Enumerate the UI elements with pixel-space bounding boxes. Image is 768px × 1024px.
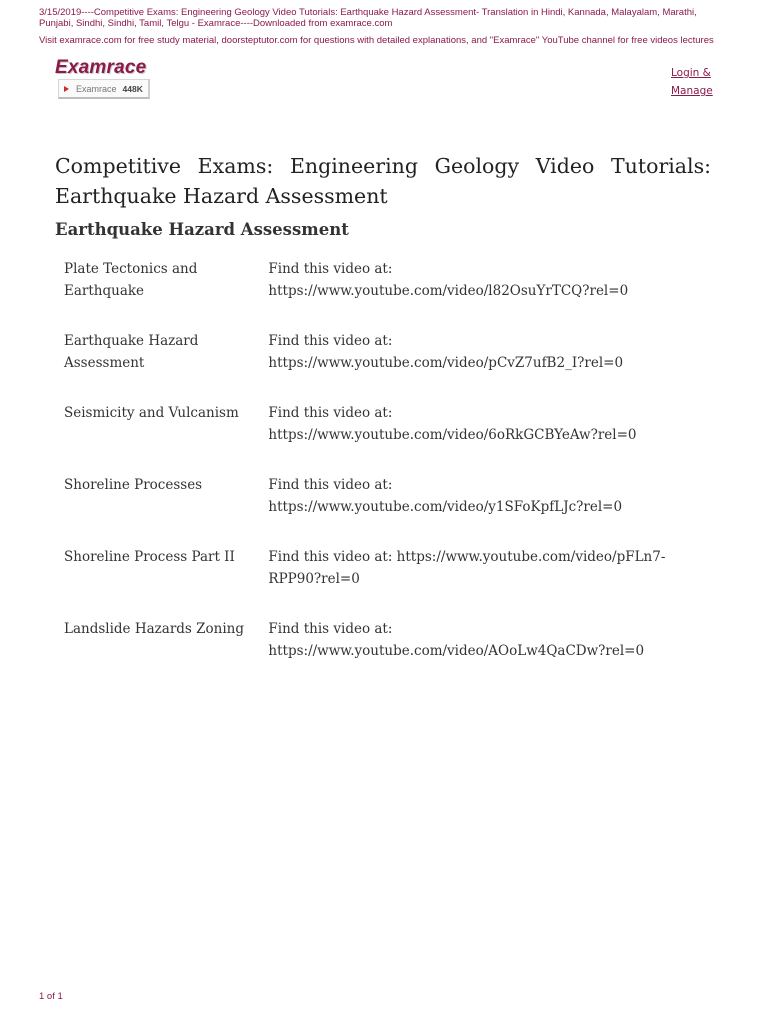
print-header xyxy=(39,7,729,46)
video-link[interactable]: Find this video at: https://www.youtube.com/video/y1SFoKpfLJc?rel=0 xyxy=(268,477,623,515)
video-link[interactable]: Find this video at: https://www.youtube.com/video/6oRkGCBYeAw?rel=0 xyxy=(268,405,637,443)
table-row xyxy=(55,616,715,688)
table-row xyxy=(55,328,715,400)
video-topic: Seismicity and Vulcanism xyxy=(64,405,239,421)
video-table xyxy=(55,256,715,688)
video-topic: Plate Tectonics and Earthquake xyxy=(64,261,198,299)
subscriber-count: 448K xyxy=(122,83,143,94)
video-topic: Landslide Hazards Zoning xyxy=(64,621,244,637)
print-header-title-line: 3/15/2019----Competitive Exams: Engineering Geology Video Tutorials: Earthquake Hazard Assessment- Translation in Hindi, Kannada, Malayalam, Marathi, Punjabi, Sindhi, Sindhi, Tamil, Telgu - Examrace----Downloaded from examrace.com xyxy=(39,7,697,29)
video-link[interactable]: Find this video at: https://www.youtube.com/video/pFLn7-RPP90?rel=0 xyxy=(268,549,666,587)
video-link[interactable]: Find this video at: https://www.youtube.com/video/AOoLw4QaCDw?rel=0 xyxy=(268,621,645,659)
table-row xyxy=(55,544,715,616)
video-link[interactable]: Find this video at: https://www.youtube.com/video/l82OsuYrTCQ?rel=0 xyxy=(268,261,629,299)
youtube-play-icon xyxy=(64,86,69,92)
youtube-channel-name: Examrace xyxy=(76,83,117,94)
video-topic: Earthquake Hazard Assessment xyxy=(64,333,199,371)
table-row xyxy=(55,400,715,472)
video-link[interactable]: Find this video at: https://www.youtube.com/video/pCvZ7ufB2_I?rel=0 xyxy=(268,333,624,371)
login-manage-link[interactable]: Login & Manage xyxy=(671,67,713,97)
table-row xyxy=(55,472,715,544)
section-heading: Earthquake Hazard Assessment xyxy=(55,220,349,239)
video-topic: Shoreline Process Part II xyxy=(64,549,235,565)
page-indicator: 1 of 1 xyxy=(39,991,63,1002)
youtube-subscribe-badge[interactable] xyxy=(58,79,150,99)
video-topic: Shoreline Processes xyxy=(64,477,203,493)
table-row xyxy=(55,256,715,328)
examrace-logo[interactable]: Examrace xyxy=(55,57,147,78)
page-title: Competitive Exams: Engineering Geology Video Tutorials: Earthquake Hazard Assessment xyxy=(55,154,711,208)
print-header-info-line: Visit examrace.com for free study material, doorsteptutor.com for questions with detailed explanations, and "Examrace" YouTube channel for free videos lectures xyxy=(39,35,714,46)
